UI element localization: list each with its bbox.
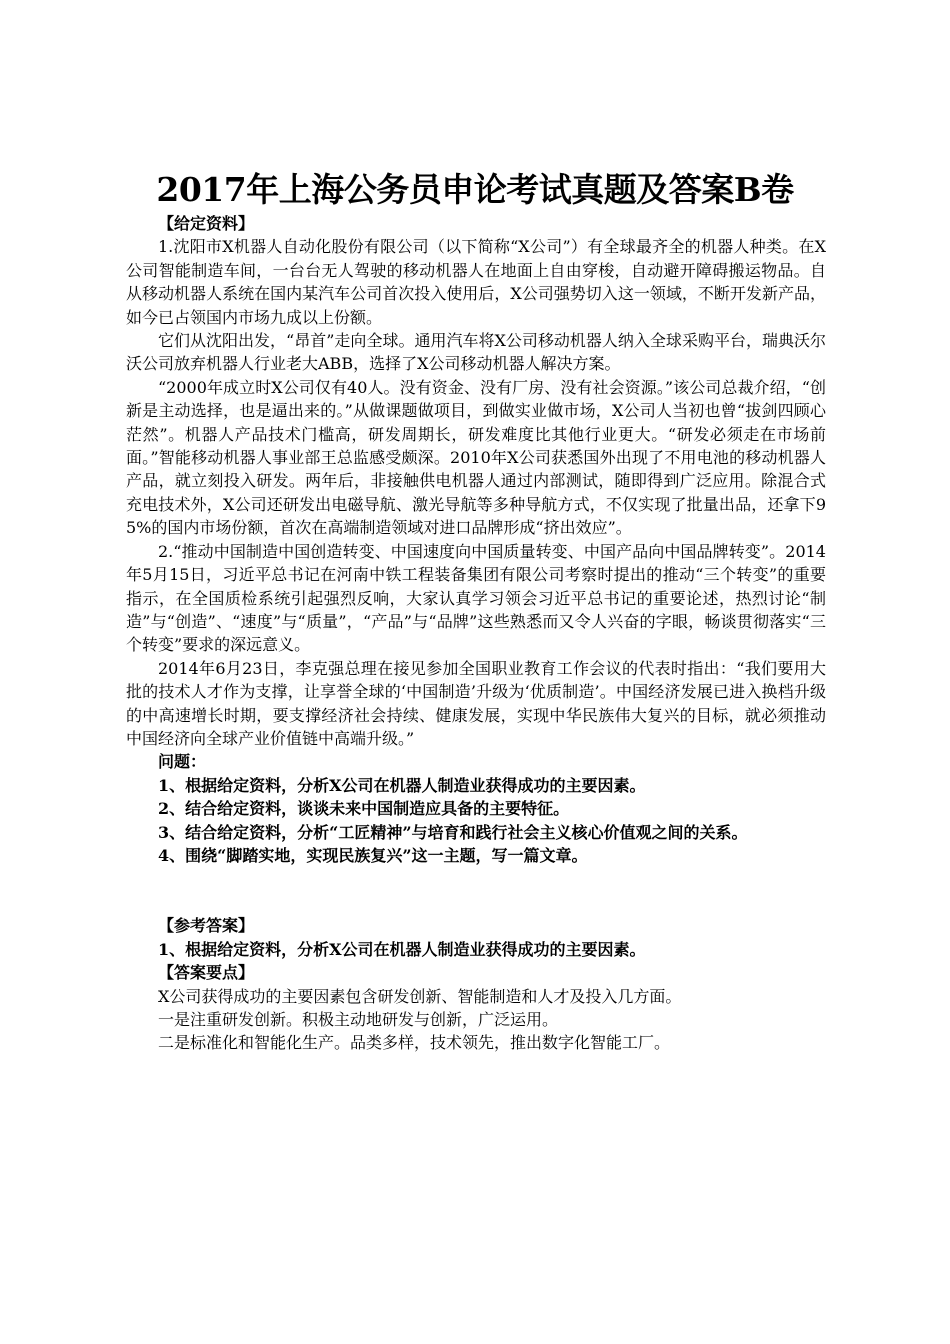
question-item: 3、结合给定资料，分析“工匠精神”与培育和践行社会主义核心价值观之间的关系。 [158,822,748,842]
given-materials-heading: 【给定资料】 [158,214,255,233]
answer-line: 二是标准化和智能化生产。品类多样，技术领先，推出数字化智能工厂。 [158,1033,671,1053]
section-spacer [126,867,826,914]
question-item: 1、根据给定资料，分析X公司在机器人制造业获得成功的主要因素。 [158,775,646,795]
document-title: 2017年上海公务员申论考试真题及答案B卷 [156,170,794,209]
questions-heading: 问题： [158,752,207,772]
reference-answer-heading: 【参考答案】 [158,916,255,936]
answer-line: 一是注重研发创新。积极主动地研发与创新，广泛运用。 [158,1010,559,1029]
answer-question: 1、根据给定资料，分析X公司在机器人制造业获得成功的主要因素。 [158,939,646,959]
given-paragraph: 2.“推动中国制造中国创造转变、中国速度向中国质量转变、中国产品向中国品牌转变”。2014年5月15日，习近平总书记在河南中铁工程装备集团有限公司考察时提出的推动“三个转变”的重要指示，在全国质检系统引起强烈反响，大家认真学习领会习近平总书记的重要论述，热烈讨论“制造”与“创造”、“速度”与“质量”，“产品”与“品牌”这些熟悉而又令人兴奋的字眼，畅谈贯彻落实“三个转变”要求的深远意义。 [126,541,826,655]
question-item: 4、围绕“脚踏实地，实现民族复兴”这一主题，写一篇文章。 [158,845,588,865]
given-paragraph: 它们从沈阳出发，“昂首”走向全球。通用汽车将X公司移动机器人纳入全球采购平台，瑞典沃尔沃公司放弃机器人行业老大ABB，选择了X公司移动机器人解决方案。 [126,331,826,374]
given-paragraph: 1.沈阳市X机器人自动化股份有限公司（以下简称“X公司”）有全球最齐全的机器人种类。在X公司智能制造车间，一台台无人驾驶的移动机器人在地面上自由穿梭，自动避开障碍搬运物品。自从移动机器人系统在国内某汽车公司首次投入使用后，X公司强势切入这一领域，不断开发新产品，如今已占领国内市场九成以上份额。 [126,237,826,327]
answer-points-heading: 【答案要点】 [158,963,255,983]
given-paragraph: “2000年成立时X公司仅有40人。没有资金、没有厂房、没有社会资源。”该公司总裁介绍，“创新是主动选择，也是逼出来的。”从做课题做项目，到做实业做市场，X公司人当初也曾“拔剑四顾心茫然”。机器人产品技术门槛高，研发周期长，研发难度比其他行业更大。“研发必须走在市场前面。”智能移动机器人事业部王总监感受颇深。2010年X公司获悉国外出现了不用电池的移动机器人产品，就立刻投入研发。两年后，非接触供电机器人通过内部测试，随即得到广泛应用。除混合式充电技术外，X公司还研发出电磁导航、激光导航等多种导航方式，不仅实现了批量出品，还拿下95%的国内市场份额，首次在高端制造领域对进口品牌形成“挤出效应”。 [126,377,826,538]
given-paragraph: 2014年6月23日，李克强总理在接见参加全国职业教育工作会议的代表时指出：“我们要用大批的技术人才作为支撑，让享誉全球的‘中国制造’升级为‘优质制造’。中国经济发展已进入换档升级的中高速增长时期，要支撑经济社会持续、健康发展，实现中华民族伟大复兴的目标，就必须推动中国经济向全球产业价值链中高端升级。” [126,658,826,748]
answer-line: X公司获得成功的主要因素包含研发创新、智能制造和人才及投入几方面。 [158,986,682,1006]
question-item: 2、结合给定资料，谈谈未来中国制造应具备的主要特征。 [158,799,570,819]
document-body [126,212,826,1055]
